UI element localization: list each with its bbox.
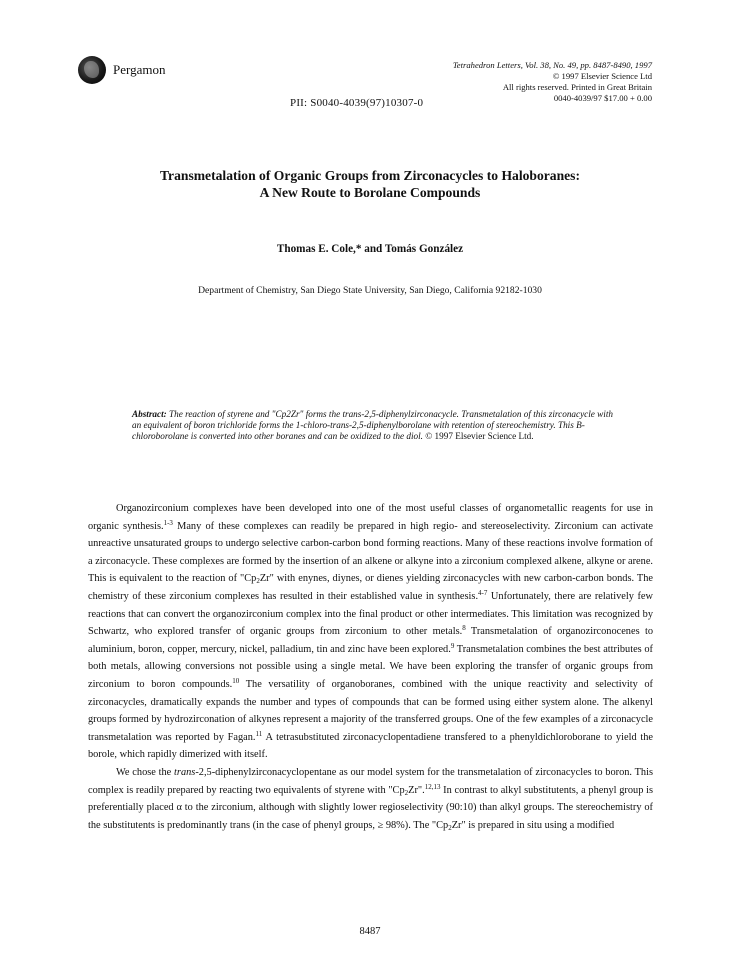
journal-copyright: © 1997 Elsevier Science Ltd <box>552 71 652 81</box>
journal-rights: All rights reserved. Printed in Great Britain <box>502 82 652 92</box>
title-line-2: A New Route to Borolane Compounds <box>259 185 481 200</box>
affiliation: Department of Chemistry, San Diego State University, San Diego, California 92182-1030 <box>198 285 542 296</box>
citation-ref: 1-3 <box>163 518 173 527</box>
author-list: Thomas E. Cole,* and Tomás González <box>276 243 464 255</box>
abstract-copyright: © 1997 Elsevier Science Ltd. <box>425 431 534 441</box>
paragraph-1: Organozirconium complexes have been developed into one of the most useful classes of organometallic reagents for use in organic synthesis.$^{1-3}$ Many of these complexes can readily be prepared in high regio- and stereoselectivity. Zirconium can activate unreactive unsaturated groups to undergo selective carbon-carbon bond forming reactions. Many of these reactions involve formation of a zirconacycle. These complexes are formed by the insertion of an alkene or alkyne into a zirconium complexed alkene, alkyne or arene. This is equivalent to the reaction of "$Cp_2Zr$" with enynes, diynes, or dienes yielding zirconacycles with new carbon-carbon bonds. The chemistry of these zirconium complexes has resulted in their established value in synthesis.$^{4-7}$ Unfortunately, there are relatively few reactions that can convert the organozirconium complex into the final product or other intermediates. This limitation was recognized by Schwartz, who explored transfer of organic groups from zirconium to other metals.$^8$ Transmetalation of organozirconocenes to aluminium, boron, copper, mercury, nickel, palladium, tin and zinc have been explored.$^9$ Transmetalation combines the best attributes of both metals, allowing conversions not possible using a single metal. We have been exploring the transfer of organic groups from zirconium to boron compounds.$^{10}$ The versatility of organoboranes, combined with the unique reactivity and selectivity of zirconacycles, dramatically expands the number and types of compounds that can be formed using either system alone. The alkenyl groups formed by hydrozirconation of alkynes represent a majority of the transferred groups. One of the few examples of a zirconacycle transmetalation was reported by Fagan.$^{11}$ A tetrasubstituted zirconacyclopentadiene transfered to a phenyldichloroborane to yield the borole, which rapidly dimerized with itself. <box>88 503 654 761</box>
page-number: 8487 <box>359 926 381 937</box>
journal-info <box>453 60 652 104</box>
abstract-text: The reaction of styrene and "Cp2Zr" forms the trans-2,5-diphenylzirconacycle. Transmetalation of this zirconacycle with an equivalent of boron trichloride forms the 1-chloro-trans-2,5-diphenylborolane with retention of stereochemistry. This B-chloroborolane is converted into other boranes and can be oxidized to the diol. <box>132 409 614 441</box>
title-line-1: Transmetalation of Organic Groups from Zirconacycles to Haloboranes: <box>160 168 580 183</box>
paragraph-2: We chose the trans-2,5-diphenylzirconacyclopentane as our model system for the transmetalation of zirconacycles to boron. This complex is readily prepared by reacting two equivalents of styrene with "$Cp_2Zr".^{12,13}$ In contrast to alkyl substitutents, a phenyl group is preferentially placed α to the zirconium, although with slightly lower regioselectivity (90:10) than alkyl groups. The stereochemistry of the substitutents is predominantly trans (in the case of phenyl groups, ≥ 98%). The "$Cp_2Zr$" is prepared in situ using a modified <box>88 766 653 832</box>
body-text <box>88 500 653 834</box>
citation-ref: 8 <box>462 624 466 633</box>
abstract-label: Abstract: <box>132 409 167 419</box>
journal-price: 0040-4039/97 $17.00 + 0.00 <box>553 93 652 103</box>
citation-ref: 10 <box>232 676 240 685</box>
journal-citation: Tetrahedron Letters, Vol. 38, No. 49, pp. 8487-8490, 1997 <box>452 60 652 70</box>
pergamon-logo-icon <box>78 56 106 84</box>
citation-ref: 9 <box>450 641 455 650</box>
paper-title <box>60 167 680 201</box>
abstract <box>132 409 616 442</box>
pii-code: PII: S0040-4039(97)10307-0 <box>290 97 424 109</box>
citation-ref: 4-7 <box>478 588 488 597</box>
citation-ref: 11 <box>255 729 263 738</box>
citation-ref: 12,13 <box>424 782 441 791</box>
publisher-name: Pergamon <box>113 62 166 77</box>
